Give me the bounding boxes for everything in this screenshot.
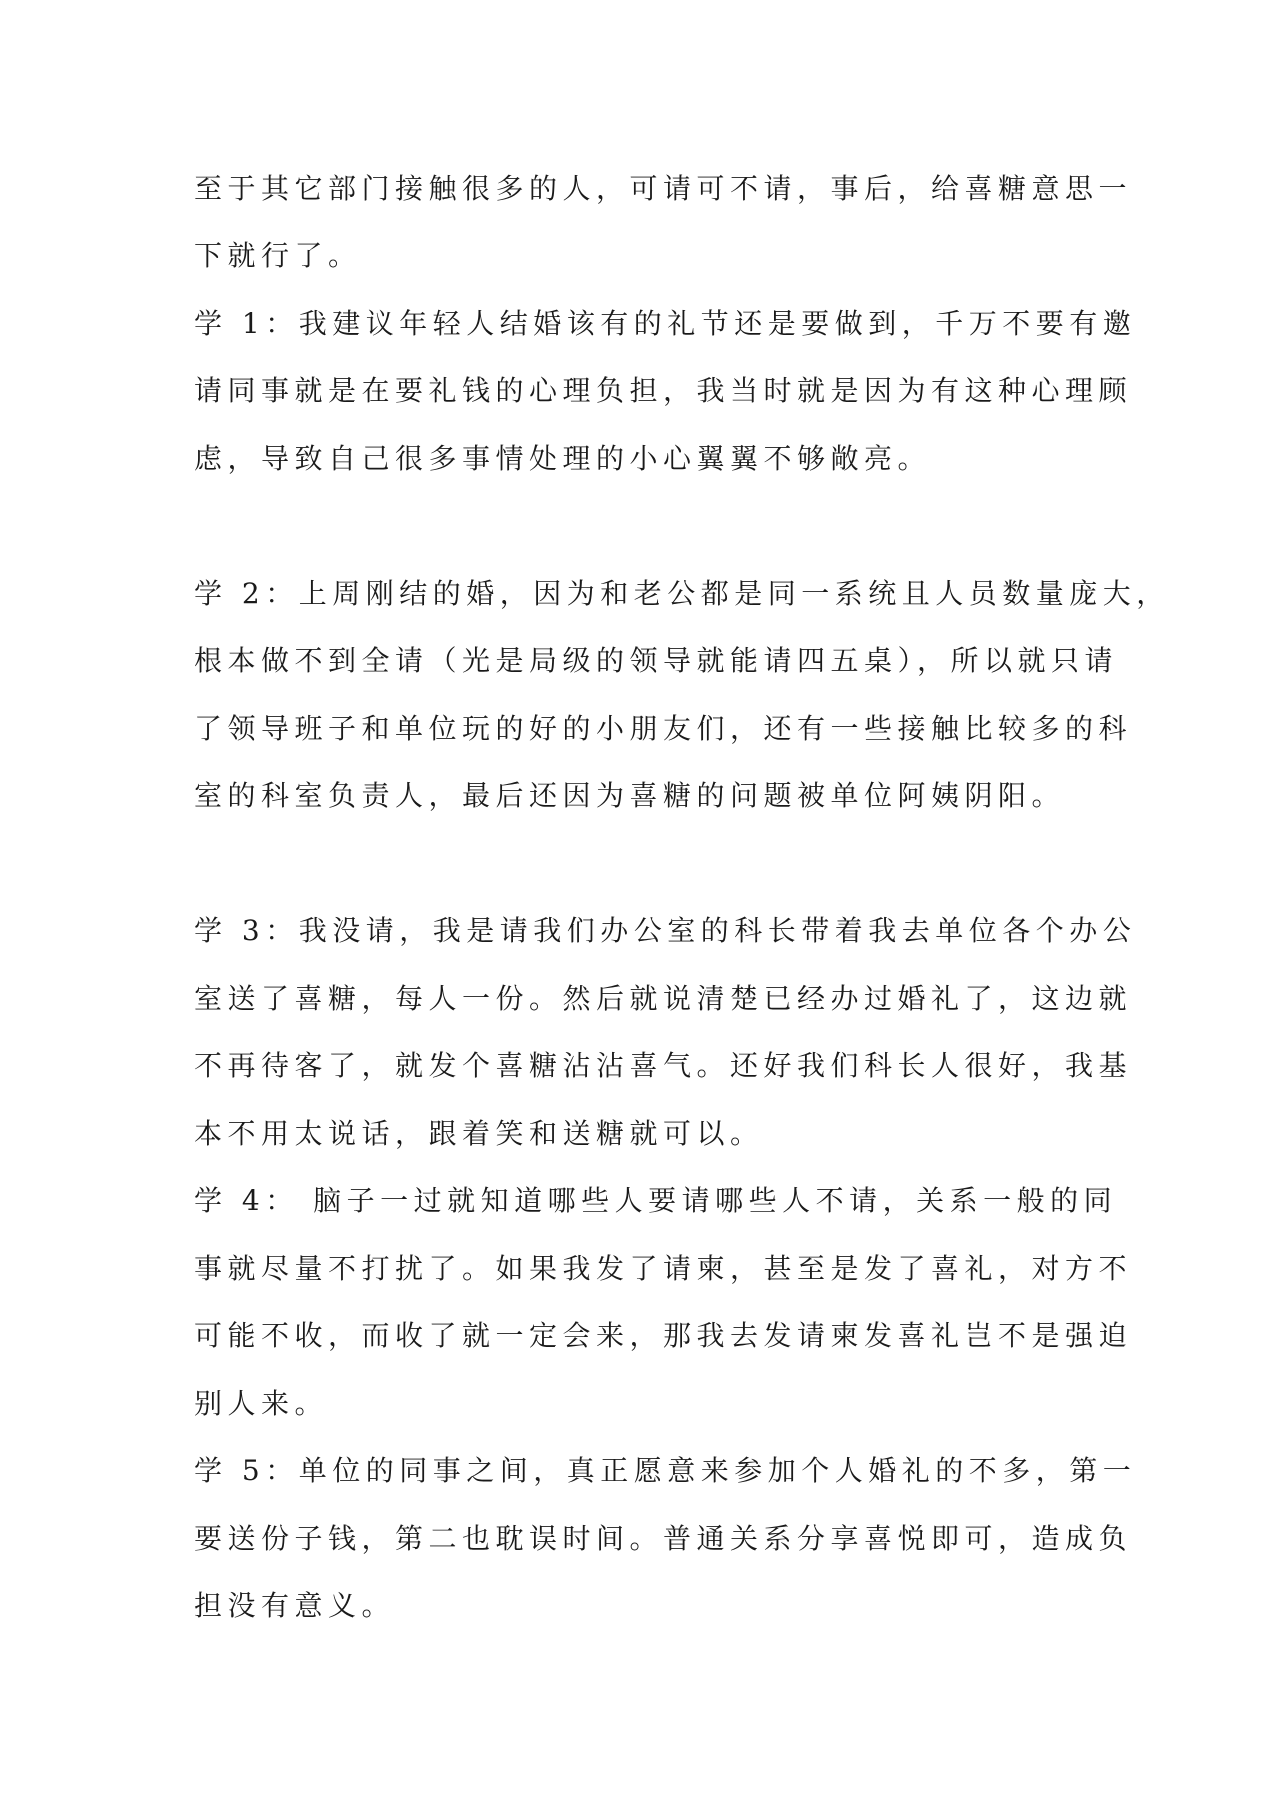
text-line: 请同事就是在要礼钱的心理负担，我当时就是因为有这种心理顾 (194, 374, 1133, 407)
text-line: 室的科室负责人，最后还因为喜糖的问题被单位阿姨阴阳。 (194, 779, 1066, 812)
text-line: 学 3：我没请，我是请我们办公室的科长带着我去单位各个办公 (194, 914, 1137, 947)
text-line: 事就尽量不打扰了。如果我发了请柬，甚至是发了喜礼，对方不 (194, 1252, 1133, 1285)
text-line: 本不用太说话，跟着笑和送糖就可以。 (194, 1117, 764, 1150)
text-line: 虑，导致自己很多事情处理的小心翼翼不够敞亮。 (194, 442, 932, 475)
text-line: 学 5：单位的同事之间，真正愿意来参加个人婚礼的不多，第一 (194, 1454, 1137, 1487)
text-line: 学 4： 脑子一过就知道哪些人要请哪些人不请，关系一般的同 (194, 1184, 1118, 1217)
text-line: 室送了喜糖，每人一份。然后就说清楚已经办过婚礼了，这边就 (194, 982, 1133, 1015)
text-line: 了领导班子和单位玩的好的小朋友们，还有一些接触比较多的科 (194, 712, 1133, 745)
text-line: 学 1：我建议年轻人结婚该有的礼节还是要做到，千万不要有邀 (194, 307, 1137, 340)
text-line: 担没有意义。 (194, 1589, 396, 1622)
text-line: 不再待客了，就发个喜糖沾沾喜气。还好我们科长人很好，我基 (194, 1049, 1133, 1082)
text-line: 根本做不到全请（光是局级的领导就能请四五桌），所以就只请 (194, 644, 1119, 677)
text-line: 别人来。 (194, 1387, 329, 1420)
text-line: 下就行了。 (194, 239, 362, 272)
text-line: 至于其它部门接触很多的人，可请可不请，事后，给喜糖意思一 (194, 172, 1133, 205)
text-line: 学 2：上周刚结的婚，因为和老公都是同一系统且人员数量庞大， (194, 577, 1170, 610)
text-line: 可能不收，而收了就一定会来，那我去发请柬发喜礼岂不是强迫 (194, 1319, 1133, 1352)
text-line: 要送份子钱，第二也耽误时间。普通关系分享喜悦即可，造成负 (194, 1522, 1133, 1555)
